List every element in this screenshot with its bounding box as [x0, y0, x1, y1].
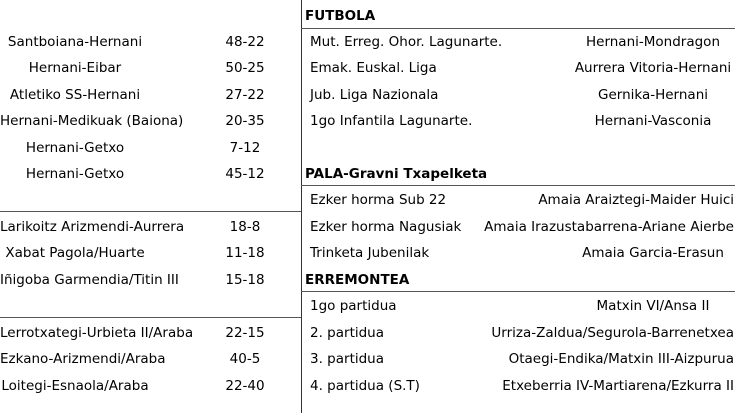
futbola-category: Mut. Erreg. Ohor. Lagunarte.: [310, 34, 503, 50]
erremontea-category: 1go partidua: [310, 298, 397, 314]
left-match: Ezkano-Arizmendi/Araba: [0, 351, 166, 367]
pala-category: Ezker horma Sub 22: [310, 192, 447, 208]
pala-category: Trinketa Jubenilak: [310, 245, 430, 261]
right-separator: [301, 185, 735, 186]
left-score: 27-22: [225, 87, 265, 103]
left-score: 11-18: [225, 245, 265, 261]
left-score: 50-25: [225, 60, 265, 76]
left-match: Iñigoba Garmendia/Titin III: [0, 272, 179, 288]
left-score: 22-40: [225, 378, 265, 394]
left-score: 45-12: [225, 166, 265, 182]
left-match: Hernani-Eibar: [28, 60, 122, 76]
left-match: Xabat Pagola/Huarte: [5, 245, 145, 261]
erremontea-match: Otaegi-Endika/Matxin III-Aizpurua: [508, 351, 734, 367]
erremontea-match: Urriza-Zaldua/Segurola-Barrenetxea: [491, 325, 734, 341]
left-score: 48-22: [225, 34, 265, 50]
left-match: Hernani-Medikuak (Baiona): [0, 113, 184, 129]
left-match: Hernani-Getxo: [25, 166, 125, 182]
futbola-match: Gernika-Hernani: [597, 87, 709, 103]
erremontea-match: Etxeberria IV-Martiarena/Ezkurra II: [502, 378, 734, 394]
left-score: 22-15: [225, 325, 265, 341]
left-match: Atletiko SS-Hernani: [9, 87, 141, 103]
left-separator: [0, 211, 301, 212]
futbola-category: Emak. Euskal. Liga: [310, 60, 437, 76]
erremontea-heading: ERREMONTEA: [305, 272, 410, 288]
erremontea-category: 4. partidua (S.T): [310, 378, 420, 394]
pala-category: Ezker horma Nagusiak: [310, 219, 462, 235]
left-match: Santboiana-Hernani: [7, 34, 143, 50]
pala-heading: PALA-Gravni Txapelketa: [305, 166, 488, 182]
right-separator: [301, 291, 735, 292]
erremontea-category: 3. partidua: [310, 351, 385, 367]
erremontea-match: Matxin VI/Ansa II: [596, 298, 710, 314]
futbola-heading: FUTBOLA: [305, 8, 376, 24]
futbola-category: Jub. Liga Nazionala: [310, 87, 439, 103]
left-separator: [0, 317, 301, 318]
left-match: Hernani-Getxo: [25, 140, 125, 156]
erremontea-category: 2. partidua: [310, 325, 385, 341]
futbola-match: Aurrera Vitoria-Hernani: [574, 60, 732, 76]
pala-match: Amaia Irazustabarrena-Ariane Aierbe: [484, 219, 734, 235]
left-match: Larikoitz Arizmendi-Aurrera: [0, 219, 185, 235]
futbola-match: Hernani-Vasconia: [594, 113, 712, 129]
pala-match: Amaia Garcia-Erasun: [582, 245, 724, 261]
left-score: 40-5: [229, 351, 261, 367]
left-match: Loitegi-Esnaola/Araba: [1, 378, 149, 394]
column-divider: [301, 0, 302, 413]
left-score: 15-18: [225, 272, 265, 288]
right-separator: [301, 28, 735, 29]
left-score: 7-12: [229, 140, 261, 156]
left-score: 20-35: [225, 113, 265, 129]
futbola-category: 1go Infantila Lagunarte.: [310, 113, 473, 129]
left-match: Lerrotxategi-Urbieta II/Araba: [0, 325, 194, 341]
futbola-match: Hernani-Mondragon: [585, 34, 721, 50]
left-score: 18-8: [229, 219, 261, 235]
pala-match: Amaia Araiztegi-Maider Huici: [538, 192, 734, 208]
